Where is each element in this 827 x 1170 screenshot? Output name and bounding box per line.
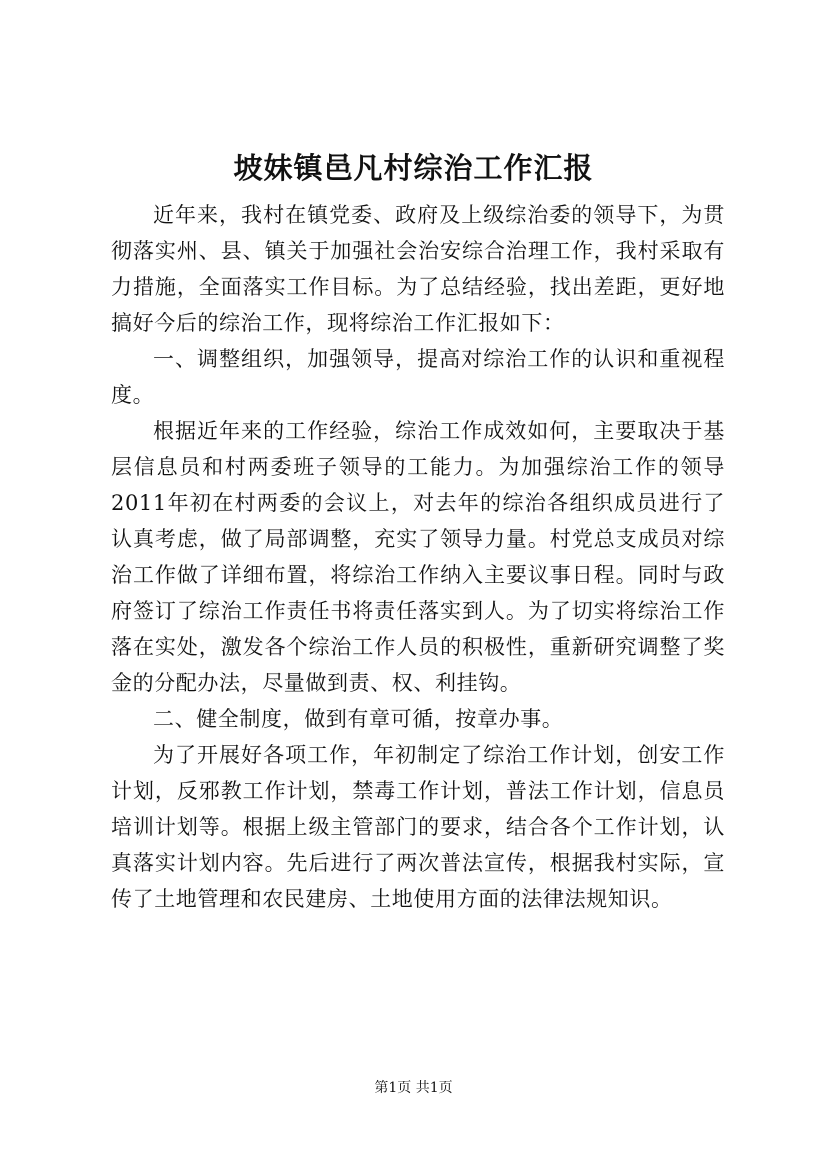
section-2-paragraph: 为了开展好各项工作，年初制定了综治工作计划，创安工作计划，反邪教工作计划，禁毒工作计划，普法工作计划，信息员培训计划等。根据上级主管部门的要求，结合各个工作计划，认真落实计划内容。先后进行了两次普法宣传，根据我村实际，宣传了土地管理和农民建房、土地使用方面的法律法规知识。 xyxy=(111,743,725,911)
section-heading-1: 一、调整组织，加强领导，提高对综治工作的认识和重视程度。 xyxy=(111,347,725,407)
document-title: 坡妹镇邑凡村综治工作汇报 xyxy=(233,151,594,185)
section-heading-2: 二、健全制度，做到有章可循，按章办事。 xyxy=(153,707,564,731)
document-body xyxy=(111,197,725,917)
intro-paragraph: 近年来，我村在镇党委、政府及上级综治委的领导下，为贯彻落实州、县、镇关于加强社会治安综合治理工作，我村采取有力措施，全面落实工作目标。为了总结经验，找出差距，更好地搞好今后的综治工作，现将综治工作汇报如下： xyxy=(111,203,725,335)
page-footer: 第1页 共1页 xyxy=(374,1080,453,1096)
section-1-paragraph: 根据近年来的工作经验，综治工作成效如何，主要取决于基层信息员和村两委班子领导的工能力。为加强综治工作的领导2011年初在村两委的会议上，对去年的综治各组织成员进行了认真考虑，做了局部调整，充实了领导力量。村党总支成员对综治工作做了详细布置，将综治工作纳入主要议事日程。同时与政府签订了综治工作责任书将责任落实到人。为了切实将综治工作落在实处，激发各个综治工作人员的积极性，重新研究调整了奖金的分配办法，尽量做到责、权、利挂钩。 xyxy=(111,419,725,695)
